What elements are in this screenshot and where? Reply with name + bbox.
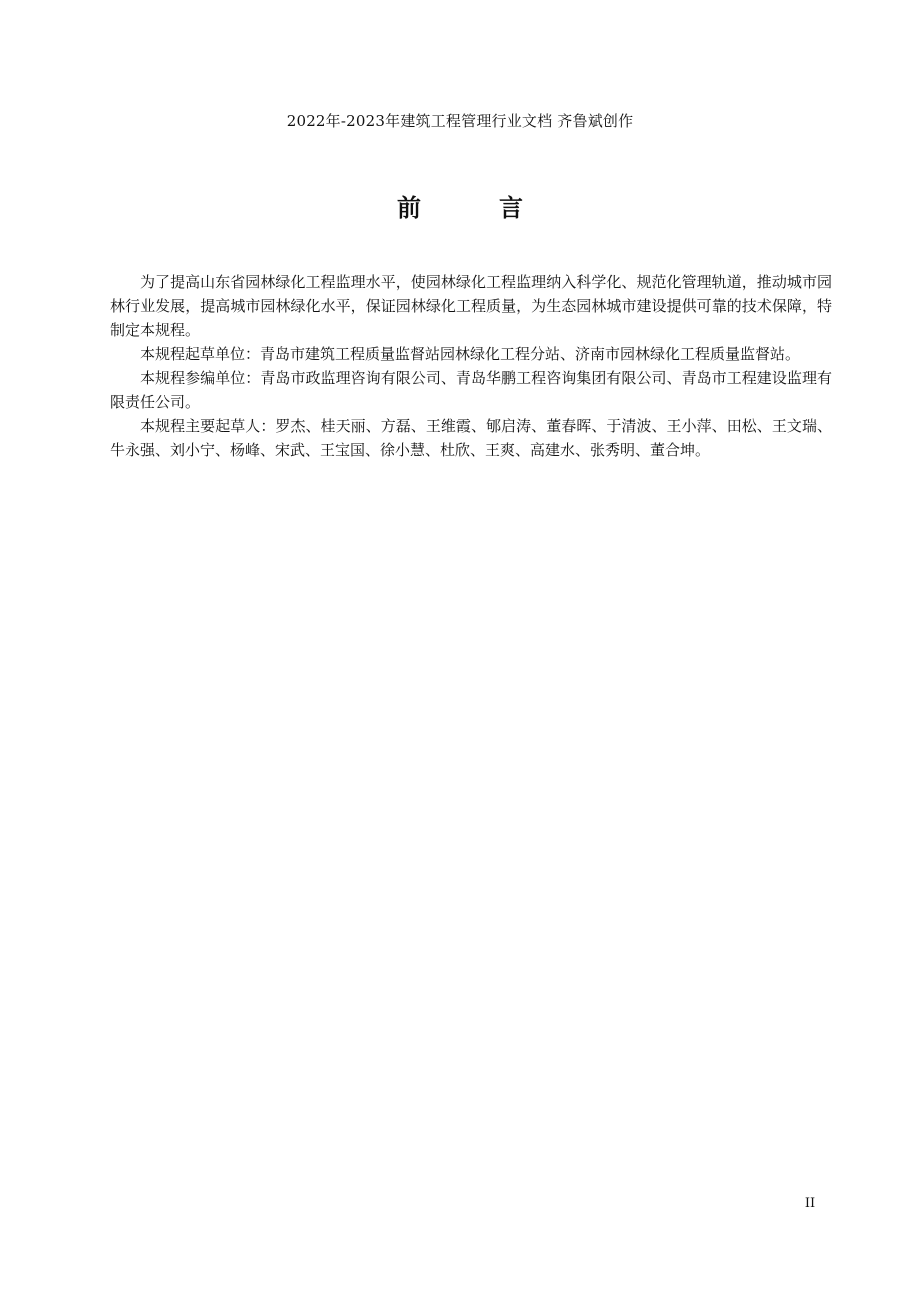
preface-paragraph-participating-units: 本规程参编单位：青岛市政监理咨询有限公司、青岛华鹏工程咨询集团有限公司、青岛市工程建设监理有限责任公司。: [110, 369, 832, 411]
preface-body: [110, 270, 832, 462]
preface-paragraph-drafting-units: 本规程起草单位：青岛市建筑工程质量监督站园林绿化工程分站、济南市园林绿化工程质量监督站。: [140, 345, 801, 363]
page-title-char-1: 前: [397, 193, 421, 222]
page-header: 2022年-2023年建筑工程管理行业文档 齐鲁斌创作: [286, 112, 634, 130]
page-title: [0, 188, 920, 223]
page-number: II: [804, 1196, 816, 1211]
preface-paragraph-drafters: 本规程主要起草人：罗杰、桂天丽、方磊、王维霞、郇启涛、董春晖、于清波、王小萍、田松、王文瑞、牛永强、刘小宁、杨峰、宋武、王宝国、徐小慧、杜欣、王爽、高建水、张秀明、董合坤。: [110, 417, 832, 459]
preface-paragraph-purpose: 为了提高山东省园林绿化工程监理水平，使园林绿化工程监理纳入科学化、规范化管理轨道，推动城市园林行业发展，提高城市园林绿化水平，保证园林绿化工程质量，为生态园林城市建设提供可靠的技术保障，特制定本规程。: [110, 273, 832, 339]
page-title-char-2: 言: [499, 193, 523, 222]
